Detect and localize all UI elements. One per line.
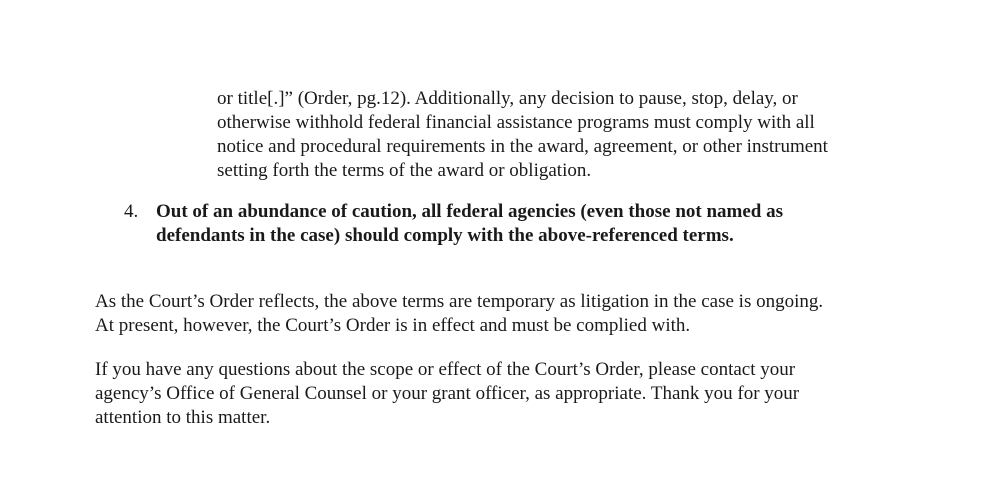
paragraph-contact-info [95, 358, 955, 430]
item-number: 4. [124, 201, 139, 222]
paragraph-court-order-status [95, 290, 955, 338]
item-text-bold [156, 200, 876, 248]
text-line: setting forth the terms of the award or obligation. [217, 160, 592, 181]
text-line: notice and procedural requirements in the award, agreement, or other instrument [217, 136, 828, 157]
text-line: attention to this matter. [95, 407, 271, 428]
text-line: otherwise withhold federal financial assistance programs must comply with all [217, 112, 815, 133]
text-line: Out of an abundance of caution, all federal agencies (even those not named as [156, 201, 783, 222]
text-line: or title[.]” (Order, pg.12). Additionally, any decision to pause, stop, delay, or [217, 88, 798, 109]
text-line: agency’s Office of General Counsel or your grant officer, as appropriate. Thank you for your [95, 383, 800, 404]
continuation-block [217, 87, 917, 183]
text-line: defendants in the case) should comply with the above-referenced terms. [156, 225, 734, 246]
text-line: If you have any questions about the scope or effect of the Court’s Order, please contact your [95, 359, 796, 380]
text-line: As the Court’s Order reflects, the above terms are temporary as litigation in the case is ongoing. [95, 291, 824, 312]
text-line: At present, however, the Court’s Order is in effect and must be complied with. [95, 315, 691, 336]
